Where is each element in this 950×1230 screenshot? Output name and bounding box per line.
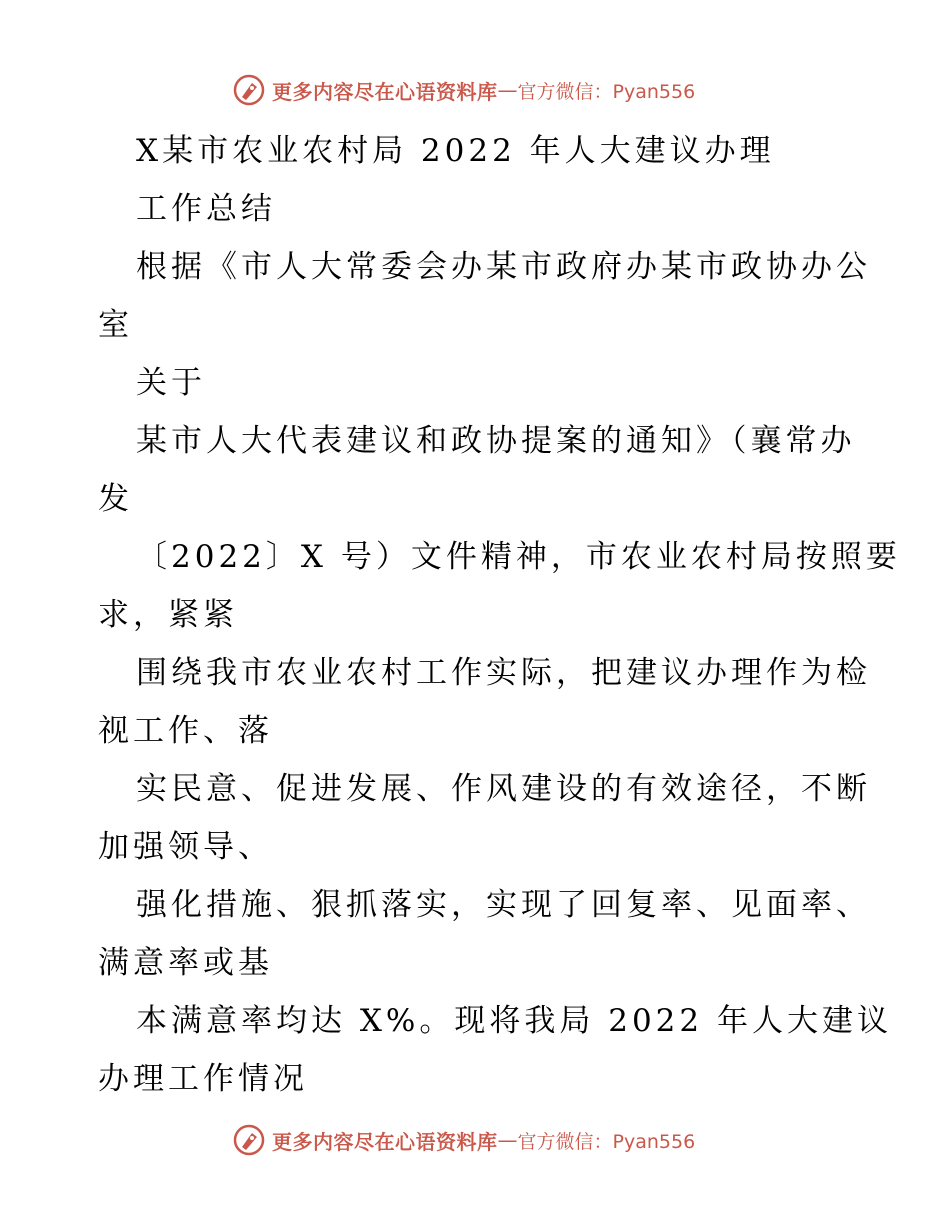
text-line: 发 bbox=[98, 481, 133, 517]
text-line: 围绕我市农业农村工作实际，把建议办理作为检 bbox=[136, 655, 871, 691]
text-line: 室 bbox=[98, 307, 133, 343]
text-line: X某市农业农村局 2022 年人大建议办理 bbox=[136, 133, 775, 169]
watermark-banner-top bbox=[232, 70, 695, 110]
watermark-contact: 官方微信：Pyan556 bbox=[517, 1130, 696, 1153]
watermark-dash: — bbox=[497, 1128, 518, 1152]
watermark-text: 更多内容尽在心语资料库 bbox=[272, 1129, 498, 1154]
text-line: 满意率或基 bbox=[98, 945, 273, 981]
watermark-dash: — bbox=[497, 78, 518, 102]
text-line: 视工作、落 bbox=[98, 713, 273, 749]
text-line: 加强领导、 bbox=[98, 829, 273, 865]
text-line: 根据《市人大常委会办某市政府办某市政协办公 bbox=[136, 249, 871, 285]
watermark-text: 更多内容尽在心语资料库 bbox=[272, 79, 498, 104]
pen-nib-logo-icon bbox=[232, 1123, 266, 1157]
text-line: 关于 bbox=[136, 365, 206, 401]
text-line: 求，紧紧 bbox=[98, 597, 238, 633]
text-line: 强化措施、狠抓落实，实现了回复率、见面率、 bbox=[136, 887, 871, 923]
watermark-banner-bottom bbox=[232, 1120, 695, 1160]
watermark-contact: 官方微信：Pyan556 bbox=[517, 80, 696, 103]
text-line: 办理工作情况 bbox=[98, 1061, 308, 1097]
document-body bbox=[98, 122, 901, 1108]
text-line: 某市人大代表建议和政协提案的通知》（襄常办 bbox=[136, 423, 856, 459]
text-line: 本满意率均达 X%。现将我局 2022 年人大建议 bbox=[136, 1003, 892, 1039]
pen-nib-logo-icon bbox=[232, 73, 266, 107]
text-line: 实民意、促进发展、作风建设的有效途径，不断 bbox=[136, 771, 871, 807]
text-line: 工作总结 bbox=[136, 191, 276, 227]
text-line: 〔2022〕X 号）文件精神，市农业农村局按照要 bbox=[136, 539, 901, 575]
